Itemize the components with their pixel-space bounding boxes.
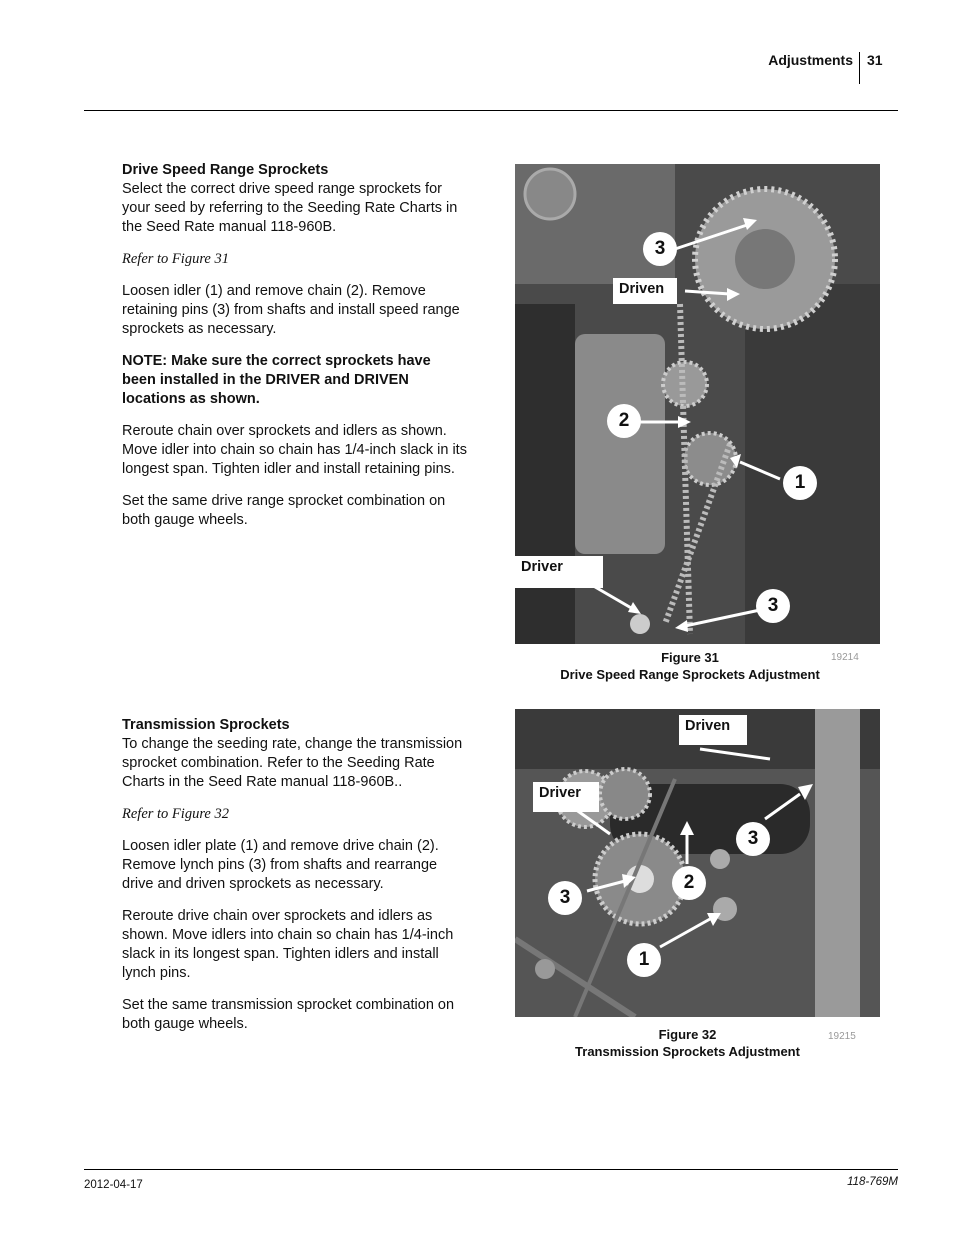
- figure-32-caption: [540, 1026, 835, 1060]
- instruction-paragraph: Reroute chain over sprockets and idlers as shown. Move idler into chain so chain has 1/4-inch slack in its longest span. Tighten idler and install retaining pins.: [122, 423, 467, 477]
- page-number: 31: [867, 52, 883, 68]
- figure-number: Figure 32: [658, 1027, 717, 1042]
- driven-label: Driven: [613, 278, 677, 304]
- section-heading: Transmission Sprockets: [122, 717, 290, 733]
- callout-1: 1: [783, 466, 817, 500]
- transmission-photo-illustration: [515, 709, 880, 1017]
- figure-id: 19215: [828, 1031, 856, 1042]
- instruction-paragraph: Loosen idler (1) and remove chain (2). Remove retaining pins (3) from shafts and install speed range sprockets as necessary.: [122, 283, 460, 337]
- section-intro: To change the seeding rate, change the transmission sprocket combination. Refer to the Seeding Rate Charts in the Seed Rate manual 118-960B..: [122, 736, 463, 790]
- figure-id: 19214: [831, 652, 859, 663]
- callout-3: 3: [756, 589, 790, 623]
- driven-label: Driven: [679, 715, 747, 745]
- footer-doc-number: 118-769M: [847, 1176, 898, 1188]
- figure-31-photo: [515, 164, 880, 644]
- section-intro: Select the correct drive speed range sprockets for your seed by referring to the Seeding Rate Charts in the Seed Rate manual 118-960B.: [122, 181, 458, 235]
- figure-31-caption: [520, 649, 860, 683]
- callout-3: 3: [643, 232, 677, 266]
- figure-reference: Refer to Figure 31: [122, 251, 229, 267]
- callout-1: 1: [627, 943, 661, 977]
- footer-rule: [84, 1169, 898, 1170]
- figure-number: Figure 31: [661, 650, 719, 665]
- instruction-paragraph: Set the same transmission sprocket combination on both gauge wheels.: [122, 997, 455, 1032]
- driver-label: Driver: [533, 782, 599, 812]
- instruction-paragraph: Reroute drive chain over sprockets and idlers as shown. Move idlers into chain so chain has 1/4-inch slack in its longest span. Tighten idlers and install lynch pins.: [122, 908, 454, 981]
- instruction-paragraph: Loosen idler plate (1) and remove drive chain (2). Remove lynch pins (3) from shafts and rearrange drive and driven sprockets as necessary.: [122, 838, 439, 892]
- figure-caption-text: Drive Speed Range Sprockets Adjustment: [560, 667, 820, 682]
- footer-date: 2012-04-17: [84, 1179, 143, 1191]
- callout-3: 3: [736, 822, 770, 856]
- section-transmission: [122, 716, 467, 1047]
- instruction-paragraph: Set the same drive range sprocket combination on both gauge wheels.: [122, 493, 446, 528]
- figure-caption-text: Transmission Sprockets Adjustment: [575, 1044, 800, 1059]
- callout-3: 3: [548, 881, 582, 915]
- figure-32-photo: [515, 709, 880, 1017]
- header-section-title: Adjustments: [768, 52, 853, 68]
- header-rule: [84, 110, 898, 111]
- figure-reference: Refer to Figure 32: [122, 806, 229, 822]
- section-drive-speed: [122, 161, 467, 543]
- note-paragraph: NOTE: Make sure the correct sprockets have been installed in the DRIVER and DRIVEN locations as shown.: [122, 353, 431, 407]
- section-heading: Drive Speed Range Sprockets: [122, 162, 329, 178]
- driver-label: Driver: [515, 556, 603, 588]
- callout-2: 2: [672, 866, 706, 900]
- callout-2: 2: [607, 404, 641, 438]
- header-divider: [859, 52, 860, 84]
